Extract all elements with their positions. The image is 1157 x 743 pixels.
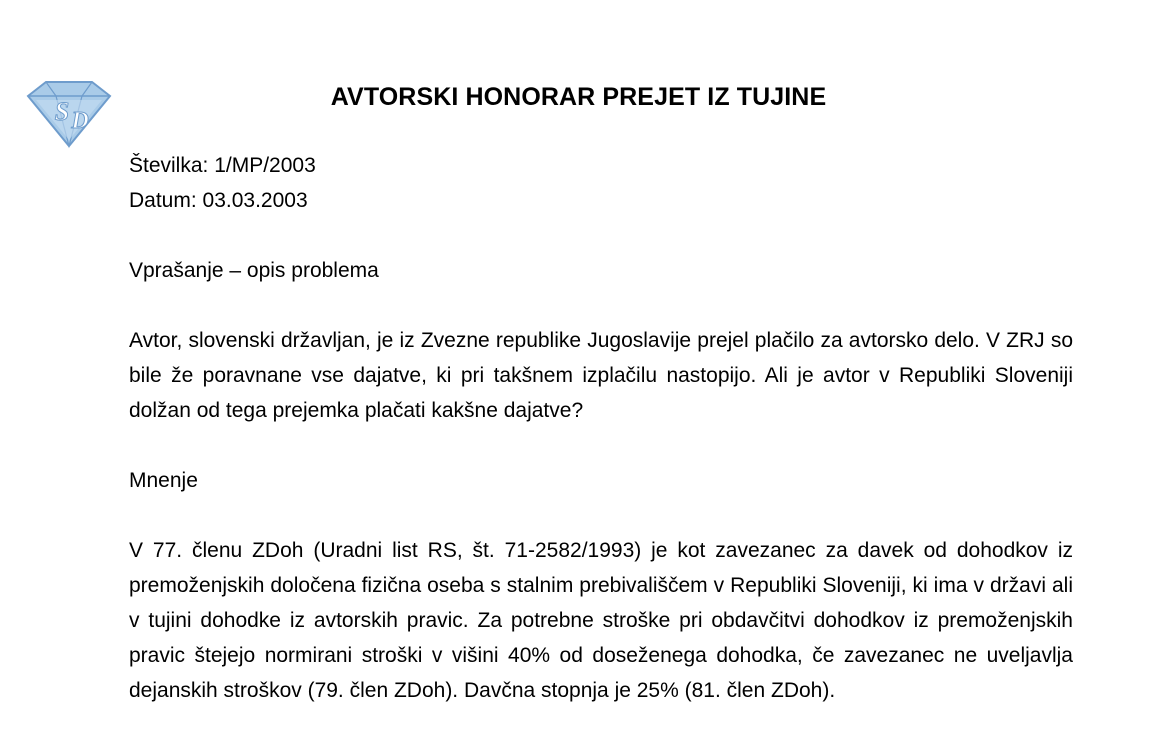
- svg-text:D: D: [71, 108, 89, 134]
- opinion-paragraph: V 77. členu ZDoh (Uradni list RS, št. 71-2582/1993) je kot zavezanec za davek od dohodkov iz premoženjskih določena fizična oseba s stalnim prebivališčem v Republiki Sloveniji, ki ima v državi ali v tujini dohodke iz avtorskih pravic. Za potrebne stroške pri obdavčitvi dohodkov iz premoženjskih pravic štejejo normirani stroški v višini 40% od doseženega dohodka, če zavezanec ne uveljavlja dejanskih stroškov (79. člen ZDoh). Davčna stopnja je 25% (81. člen ZDoh).: [129, 539, 1073, 702]
- question-heading: Vprašanje – opis problema: [129, 259, 379, 282]
- document-title: AVTORSKI HONORAR PREJET IZ TUJINE: [330, 83, 827, 111]
- document-number: Številka: 1/MP/2003: [129, 154, 316, 177]
- document-date: Datum: 03.03.2003: [129, 189, 308, 212]
- question-paragraph: Avtor, slovenski državljan, je iz Zvezne republike Jugoslavije prejel plačilo za avtorsko delo. V ZRJ so bile že poravnane vse dajatve, ki pri takšnem izplačilu nastopijo. Ali je avtor v Republiki Sloveniji dolžan od tega prejemka plačati kakšne dajatve?: [129, 329, 1073, 422]
- opinion-heading: Mnenje: [129, 469, 198, 492]
- svg-text:S: S: [54, 97, 70, 126]
- document-body: [129, 148, 1073, 708]
